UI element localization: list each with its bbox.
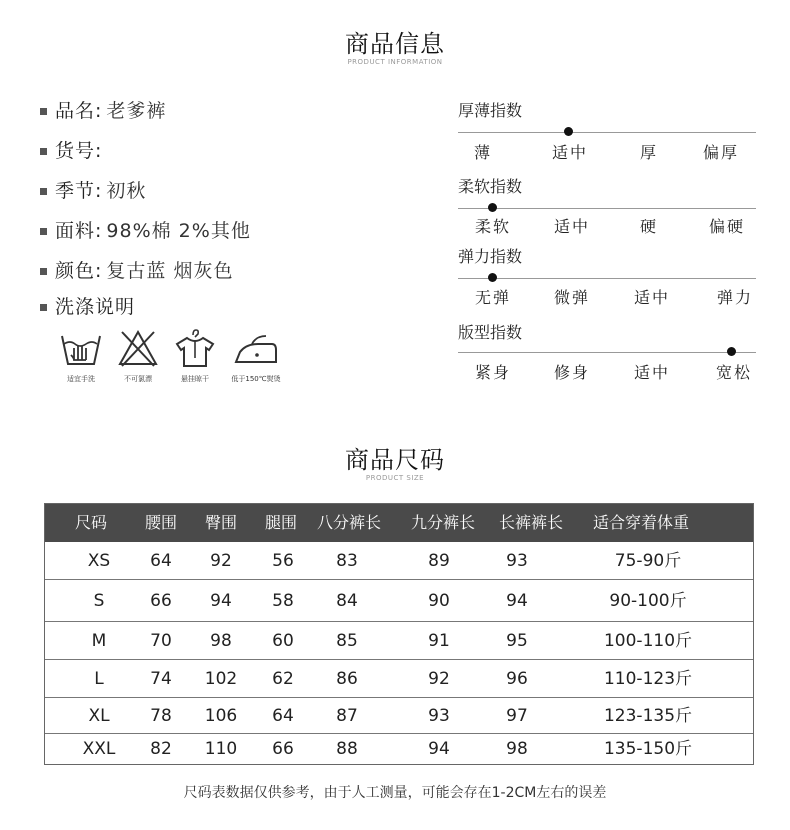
weight-cell: 100-110斤 — [603, 631, 693, 651]
softness-index-line — [458, 208, 756, 209]
hang-dry-icon — [173, 328, 217, 368]
cropped-length-cell: 85 — [336, 631, 358, 651]
ankle-length-cell: 92 — [428, 669, 450, 689]
thickness-option: 偏厚 — [702, 143, 739, 162]
bullet-icon — [40, 228, 47, 235]
hip-cell: 110 — [204, 739, 238, 759]
cropped-length-cell: 88 — [336, 739, 358, 759]
column-header: 适合穿着体重 — [593, 513, 690, 532]
softness-option: 硬 — [639, 217, 658, 236]
full-length-cell: 94 — [506, 591, 528, 611]
bullet-icon — [40, 268, 47, 275]
size-table — [44, 503, 754, 765]
ankle-length-cell: 93 — [428, 706, 450, 726]
info-item-number: 货号: — [40, 136, 106, 163]
fit-option: 宽松 — [715, 363, 752, 382]
elasticity-index-line — [458, 278, 756, 279]
ankle-length-cell: 90 — [428, 591, 450, 611]
size-cell: M — [91, 631, 107, 651]
fit-option: 紧身 — [474, 363, 511, 382]
weight-cell: 75-90斤 — [614, 551, 682, 571]
ankle-length-cell: 91 — [428, 631, 450, 651]
size-table-header — [45, 504, 753, 542]
bullet-icon — [40, 304, 47, 311]
size-cell: S — [93, 591, 105, 611]
table-row — [45, 622, 753, 660]
full-length-cell: 97 — [506, 706, 528, 726]
thickness-index-marker — [564, 127, 573, 136]
table-row — [45, 660, 753, 698]
elasticity-option: 微弹 — [553, 288, 590, 307]
full-length-cell: 96 — [506, 669, 528, 689]
thigh-cell: 56 — [272, 551, 294, 571]
waist-cell: 70 — [150, 631, 172, 651]
softness-index-marker — [488, 203, 497, 212]
column-header: 腿围 — [265, 513, 298, 532]
waist-cell: 66 — [150, 591, 172, 611]
table-row — [45, 698, 753, 734]
fit-option: 适中 — [633, 363, 670, 382]
size-section-subtitle: PRODUCT SIZE — [365, 474, 425, 482]
info-fabric: 面料: 98%棉 2%其他 — [40, 216, 251, 243]
waist-cell: 64 — [150, 551, 172, 571]
thigh-cell: 60 — [272, 631, 294, 651]
size-cell: L — [94, 669, 104, 689]
waist-cell: 78 — [150, 706, 172, 726]
table-row — [45, 542, 753, 580]
cropped-length-cell: 84 — [336, 591, 358, 611]
thickness-option: 薄 — [473, 143, 492, 162]
elasticity-index-title: 弹力指数 — [458, 247, 523, 266]
hip-cell: 102 — [204, 669, 238, 689]
thigh-cell: 64 — [272, 706, 294, 726]
product-info-subtitle: PRODUCT INFORMATION — [347, 58, 443, 66]
fit-option: 修身 — [553, 363, 590, 382]
cropped-length-cell: 83 — [336, 551, 358, 571]
size-cell: XL — [88, 706, 110, 726]
elasticity-option: 适中 — [633, 288, 670, 307]
column-header: 九分裤长 — [411, 513, 476, 532]
thigh-cell: 62 — [272, 669, 294, 689]
softness-option: 偏硬 — [708, 217, 745, 236]
weight-cell: 123-135斤 — [603, 706, 693, 726]
column-header: 长裤裤长 — [499, 513, 564, 532]
fit-index-marker — [727, 347, 736, 356]
hip-cell: 94 — [210, 591, 232, 611]
thickness-index-line — [458, 132, 756, 133]
softness-option: 适中 — [553, 217, 590, 236]
cropped-length-cell: 87 — [336, 706, 358, 726]
size-cell: XXL — [82, 739, 116, 759]
bullet-icon — [40, 148, 47, 155]
hip-cell: 98 — [210, 631, 232, 651]
full-length-cell: 93 — [506, 551, 528, 571]
size-cell: XS — [87, 551, 111, 571]
table-row — [45, 734, 753, 764]
softness-index-title: 柔软指数 — [458, 177, 523, 196]
size-disclaimer: 尺码表数据仅供参考，由于人工测量，可能会存在1-2CM左右的误差 — [183, 785, 607, 801]
thickness-index-title: 厚薄指数 — [458, 101, 523, 120]
column-header: 腰围 — [145, 513, 178, 532]
softness-option: 柔软 — [474, 217, 511, 236]
weight-cell: 90-100斤 — [609, 591, 687, 611]
elasticity-option: 无弹 — [474, 288, 511, 307]
table-row — [45, 580, 753, 622]
elasticity-option: 弹力 — [716, 288, 753, 307]
bullet-icon — [40, 188, 47, 195]
size-section-title: 商品尺码 — [345, 446, 445, 474]
waist-cell: 74 — [150, 669, 172, 689]
waist-cell: 82 — [150, 739, 172, 759]
no-bleach-icon — [116, 328, 160, 368]
ankle-length-cell: 89 — [428, 551, 450, 571]
full-length-cell: 95 — [506, 631, 528, 651]
column-header: 尺码 — [75, 513, 108, 532]
fit-index-line — [458, 352, 756, 353]
thickness-option: 厚 — [639, 143, 658, 162]
ankle-length-cell: 94 — [428, 739, 450, 759]
full-length-cell: 98 — [506, 739, 528, 759]
bullet-icon — [40, 108, 47, 115]
care-no-bleach: 不可氯漂 — [103, 328, 173, 384]
care-hang-dry: 悬挂晾干 — [160, 328, 230, 384]
info-name: 品名: 老爹裤 — [40, 96, 166, 123]
iron-icon — [232, 328, 280, 368]
hip-cell: 92 — [210, 551, 232, 571]
product-info-title: 商品信息 — [345, 30, 445, 58]
column-header: 八分裤长 — [317, 513, 382, 532]
info-season: 季节: 初秋 — [40, 176, 146, 203]
elasticity-index-marker — [488, 273, 497, 282]
cropped-length-cell: 86 — [336, 669, 358, 689]
column-header: 臀围 — [205, 513, 238, 532]
care-hand-wash: 适宜手洗 — [46, 328, 116, 384]
info-color: 颜色: 复古蓝 烟灰色 — [40, 256, 233, 283]
thickness-option: 适中 — [551, 143, 588, 162]
weight-cell: 135-150斤 — [603, 739, 693, 759]
hip-cell: 106 — [204, 706, 238, 726]
fit-index-title: 版型指数 — [458, 323, 523, 342]
hand-wash-icon — [59, 328, 103, 368]
care-iron: 低于150℃熨烫 — [221, 328, 291, 384]
info-washing: 洗涤说明 — [40, 292, 139, 319]
thigh-cell: 66 — [272, 739, 294, 759]
weight-cell: 110-123斤 — [603, 669, 693, 689]
thigh-cell: 58 — [272, 591, 294, 611]
